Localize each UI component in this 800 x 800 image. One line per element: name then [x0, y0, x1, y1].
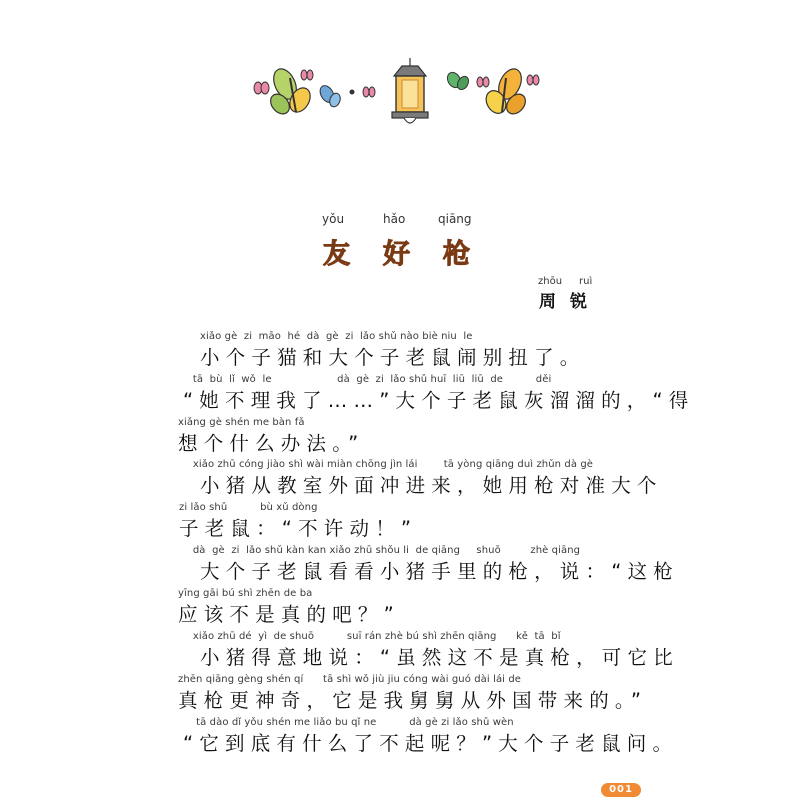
title-pinyin: qiāng: [438, 212, 472, 226]
small-butterfly-icon: [477, 77, 489, 87]
page-number: 001: [601, 783, 641, 797]
chinese-line: 小个子猫和大个子老鼠闹别扭了。: [200, 346, 586, 369]
chinese-line: 小猪从教室外面冲进来，她用枪对准大个: [200, 474, 663, 497]
small-butterfly-icon: [254, 82, 269, 94]
green-butterfly-icon: [445, 70, 471, 91]
author-pinyin: ruì: [579, 276, 593, 287]
pinyin-line: zi lǎo shǔ bù xǔ dòng: [179, 502, 318, 513]
author-char: 周: [539, 292, 556, 312]
title-char: 好: [383, 239, 410, 270]
small-butterfly-icon: [301, 70, 313, 80]
pinyin-line: xiǎng gè shén me bàn fǎ: [178, 417, 305, 428]
chinese-line: 小猪得意地说：“虽然这不是真枪，可它比: [200, 646, 679, 669]
pinyin-line: xiǎo zhū cóng jiào shì wài miàn chōng jìn lái tā yòng qiāng duì zhǔn dà gè: [183, 459, 594, 470]
author-char: 锐: [570, 292, 587, 312]
pinyin-line: dà gè zi lǎo shǔ kàn kan xiǎo zhū shǒu li de qiāng shuō zhè qiāng: [183, 545, 581, 556]
pinyin-line: zhēn qiāng gèng shén qí tā shì wǒ jiù jiu cóng wài guó dài lái de: [178, 674, 522, 685]
header-illustration: [240, 58, 560, 128]
lantern-icon: [392, 58, 428, 123]
chinese-line: 大个子老鼠看看小猪手里的枪，说：“这枪: [200, 560, 679, 583]
pinyin-line: xiǎo zhū dé yì de shuō suī rán zhè bú shì zhēn qiāng kě tā bǐ: [183, 631, 561, 642]
pinyin-line: tā bù lǐ wǒ le dà gè zi lǎo shǔ huī liū liū de děi: [183, 374, 552, 385]
author-pinyin: zhōu: [538, 276, 563, 287]
title-char: 友: [323, 239, 350, 270]
title-char: 枪: [443, 239, 470, 270]
chinese-line: 子老鼠：“不许动！”: [179, 517, 418, 540]
pinyin-line: yīng gāi bú shì zhēn de ba: [178, 588, 313, 599]
chinese-line: “她不理我了……”大个子老鼠灰溜溜的，“得: [183, 389, 695, 412]
pinyin-line: xiǎo gè zi māo hé dà gè zi lǎo shǔ nào biè niu le: [200, 331, 473, 342]
chinese-line: 想个什么办法。”: [178, 432, 365, 455]
chinese-line: 应该不是真的吧？”: [178, 603, 400, 626]
pinyin-line: tā dào dǐ yǒu shén me liǎo bu qǐ ne dà gè zi lǎo shǔ wèn: [183, 717, 514, 728]
butterfly-icon: [482, 65, 529, 117]
title-pinyin: hǎo: [383, 212, 406, 226]
title-pinyin: yǒu: [322, 212, 345, 226]
small-butterfly-icon: [527, 75, 539, 85]
small-butterfly-icon: [363, 87, 375, 97]
dot-icon: [350, 90, 355, 95]
chinese-line: 真枪更神奇，它是我舅舅从外国带来的。”: [178, 689, 648, 712]
blue-butterfly-icon: [317, 83, 342, 108]
chinese-line: “它到底有什么了不起呢？”大个子老鼠问。: [183, 732, 679, 755]
